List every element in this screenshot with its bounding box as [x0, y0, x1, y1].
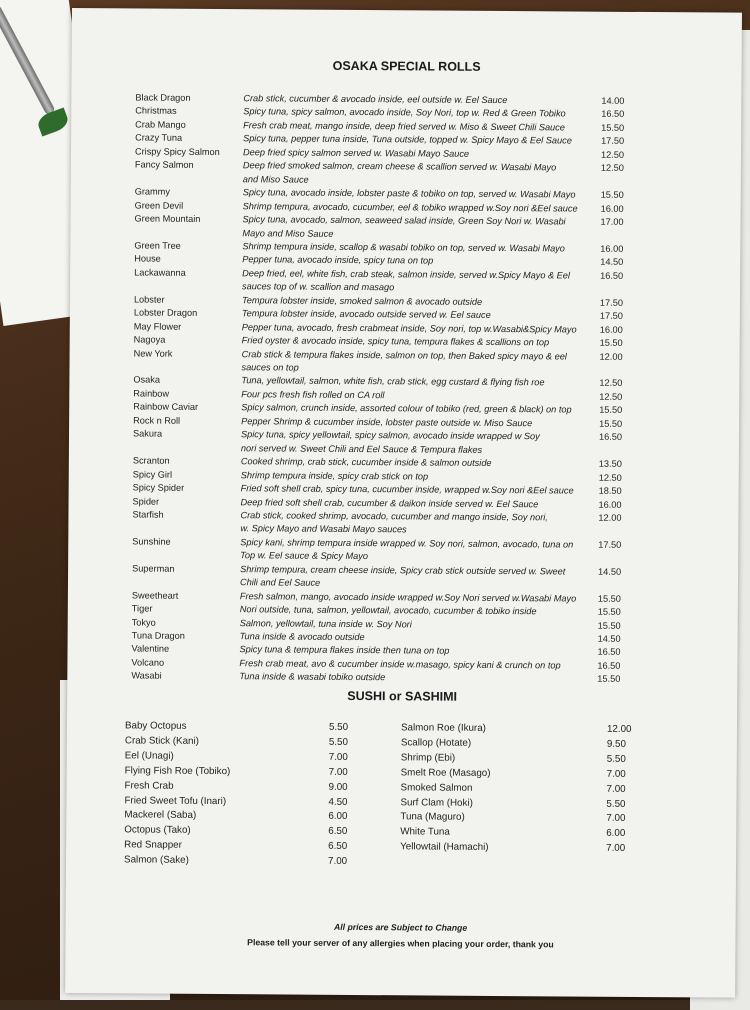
roll-price: 15.50	[597, 606, 621, 617]
roll-description: Tempura lobster inside, avocado outside served w. Eel sauce	[241, 308, 491, 321]
sushi-item-name: Fried Sweet Tofu (Inari)	[124, 794, 227, 807]
sushi-item-name: Mackerel (Saba)	[124, 809, 197, 822]
roll-name: Spider	[132, 495, 160, 507]
roll-price: 14.50	[600, 257, 624, 268]
roll-name: Crispy Spicy Salmon	[134, 146, 220, 157]
roll-description: Spicy tuna, pepper tuna inside, Tuna outside, topped w. Spicy Mayo & Eel Sauce	[243, 133, 572, 146]
sushi-item-price: 7.00	[606, 842, 626, 855]
sushi-item-name: Salmon Roe (Ikura)	[400, 722, 486, 734]
roll-price: 16.50	[598, 431, 623, 443]
roll-description: Deep fried, eel, white fish, crab steak, salmon inside, served w.Spicy Mayo & Eel	[242, 268, 571, 281]
roll-name: Green Mountain	[134, 213, 201, 224]
roll-description: w. Spicy Mayo and Wasabi Mayo sauces	[240, 523, 407, 535]
roll-description: Spicy tuna, spicy salmon, avocado inside, Soy Nori, top w. Red & Green Tobiko	[243, 106, 566, 119]
sushi-item-price: 6.50	[328, 840, 348, 853]
sushi-item-name: Smelt Roe (Masago)	[400, 767, 491, 779]
roll-name: May Flower	[133, 321, 182, 332]
sushi-item-price: 12.00	[606, 723, 632, 735]
sushi-item-name: Scallop (Hotate)	[400, 737, 472, 749]
sushi-item-name: Red Snapper	[124, 839, 182, 851]
roll-price: 15.50	[601, 122, 625, 133]
roll-description: Tempura lobster inside, smoked salmon & avocado outside	[241, 294, 483, 307]
roll-price: 16.50	[597, 647, 621, 658]
sushi-item-price: 6.00	[328, 811, 348, 823]
roll-description: Spicy salmon, crunch inside, assorted colour of tobiko (red, green & black) on top	[241, 402, 572, 415]
roll-description: Fresh crab meat, mango inside, deep fried served w. Miso & Sweet Chili Sauce	[243, 120, 565, 133]
roll-description: Fried oyster & avocado inside, spicy tuna, tempura flakes & scallions on top	[241, 335, 550, 348]
roll-description: Deep fried smoked salmon, cream cheese & scallion served w. Wasabi Mayo	[242, 160, 557, 173]
sushi-item-name: Eel (Unagi)	[124, 750, 174, 762]
sushi-item-price: 7.00	[328, 766, 348, 778]
roll-description: Mayo and Miso Sauce	[242, 227, 334, 239]
roll-description: Fried soft shell crab, spicy tuna, cucumber inside, wrapped w.Soy nori &Eel sauce	[240, 483, 574, 496]
roll-description: Spicy tuna & tempura flakes inside then tuna on top	[239, 644, 450, 657]
roll-description: Pepper tuna, avocado, fresh crabmeat inside, Soy nori, top w.Wasabi&Spicy Mayo	[241, 321, 577, 335]
sushi-item-price: 7.00	[328, 751, 348, 763]
roll-description: Chili and Eel Sauce	[239, 577, 321, 588]
sushi-item-price: 7.00	[606, 768, 626, 780]
roll-description: Spicy tuna, spicy yellowtail, spicy salmon, avocado inside wrapped w Soy	[240, 429, 540, 442]
sushi-item-name: White Tuna	[400, 826, 450, 838]
roll-price: 14.50	[598, 566, 622, 577]
roll-price: 16.00	[600, 203, 624, 214]
roll-description: Top w. Eel sauce & Spicy Mayo	[240, 550, 369, 562]
roll-price: 12.50	[598, 472, 622, 483]
roll-name: Green Devil	[134, 200, 184, 211]
roll-price: 15.50	[597, 593, 621, 604]
roll-name: Sunshine	[132, 536, 171, 547]
sushi-item-name: Smoked Salmon	[400, 781, 473, 794]
roll-price: 16.00	[598, 499, 622, 510]
sushi-item-price: 7.00	[606, 783, 626, 795]
roll-price: 17.50	[598, 539, 622, 550]
roll-name: Sakura	[132, 428, 163, 439]
roll-price: 16.50	[601, 109, 625, 120]
roll-description: Shrimp tempura inside, spicy crab stick on top	[240, 469, 429, 482]
roll-name: Osaka	[133, 374, 161, 386]
roll-description: Four pcs fresh fish rolled on CA roll	[241, 389, 385, 401]
roll-name: House	[134, 253, 161, 265]
roll-name: Starfish	[132, 509, 164, 520]
roll-price: 17.00	[600, 216, 624, 227]
roll-price: 15.50	[597, 674, 621, 685]
roll-price: 12.50	[600, 162, 624, 174]
menu-page	[65, 8, 742, 998]
sushi-item-name: Salmon (Sake)	[124, 854, 189, 866]
roll-description: Shrimp tempura, cream cheese inside, Spicy crab stick outside served w. Sweet	[240, 563, 566, 577]
roll-description: Tuna, yellowtail, salmon, white fish, crab stick, egg custard & flying fish roe	[241, 375, 545, 388]
roll-price: 12.50	[599, 391, 623, 402]
roll-description: Crab stick, cucumber & avocado inside, eel outside w. Eel Sauce	[243, 93, 508, 106]
sushi-item-price: 5.50	[606, 798, 626, 810]
roll-price: 15.50	[599, 405, 623, 416]
roll-name: Spicy Girl	[132, 469, 173, 480]
roll-price: 15.50	[600, 189, 624, 200]
roll-description: Salmon, yellowtail, tuna inside w. Soy Nori	[239, 617, 412, 629]
roll-description: Cooked shrimp, crab stick, cucumber inside & salmon outside	[240, 456, 492, 469]
roll-description: Fresh salmon, mango, avocado inside wrapped w.Soy Nori served w.Wasabi Mayo	[239, 590, 577, 604]
roll-name: Rainbow Caviar	[133, 401, 199, 413]
rolls-section-title: OSAKA SPECIAL ROLLS	[332, 58, 481, 74]
roll-description: nori served w. Sweet Chili and Eel Sauce & Tempura flakes	[240, 442, 483, 455]
sushi-item-price: 9.00	[328, 781, 348, 793]
roll-price: 16.50	[600, 270, 624, 281]
sushi-item-name: Shrimp (Ebi)	[400, 752, 456, 764]
sushi-item-name: Tuna (Maguro)	[400, 811, 465, 824]
roll-description: Crab stick & tempura flakes inside, salmon on top, then Baked spicy mayo & eel	[241, 348, 567, 362]
roll-name: Sweetheart	[131, 590, 179, 601]
roll-price: 15.50	[599, 337, 623, 348]
roll-name: Grammy	[134, 186, 170, 197]
roll-name: Christmas	[135, 105, 177, 117]
roll-name: Tuna Dragon	[131, 630, 185, 641]
roll-description: Tuna inside & avocado outside	[239, 631, 365, 643]
roll-name: Lobster	[133, 294, 165, 305]
roll-description: Crab stick, cooked shrimp, avocado, cucumber and mango inside, Soy nori,	[240, 510, 548, 523]
sushi-section-title: SUSHI or SASHIMI	[347, 688, 458, 704]
roll-name: Nagoya	[133, 334, 166, 345]
roll-price: 13.50	[598, 458, 622, 469]
sushi-item-name: Flying Fish Roe (Tobiko)	[124, 765, 231, 777]
sushi-item-price: 5.50	[328, 721, 349, 733]
roll-description: sauces top of w. scallion and masago	[242, 281, 395, 293]
roll-name: Rainbow	[133, 388, 170, 399]
roll-price: 17.50	[599, 297, 623, 308]
roll-description: Fresh crab meat, avo & cucumber inside w.masago, spicy kani & crunch on top	[239, 658, 561, 671]
sushi-item-price: 7.00	[328, 855, 348, 868]
sushi-item-price: 6.50	[328, 826, 348, 838]
roll-price: 17.50	[599, 310, 623, 322]
sushi-item-name: Baby Octopus	[124, 720, 187, 732]
roll-price: 14.50	[597, 633, 621, 644]
roll-name: New York	[133, 347, 173, 359]
roll-price: 15.50	[599, 418, 623, 429]
roll-description: and Miso Sauce	[242, 173, 309, 185]
roll-description: Tuna inside & wasabi tobiko outside	[239, 671, 386, 683]
roll-name: Volcano	[131, 657, 165, 668]
roll-price: 12.00	[598, 512, 622, 523]
roll-name: Crab Mango	[135, 119, 186, 130]
roll-description: Pepper Shrimp & cucumber inside, lobster paste outside w. Miso Sauce	[241, 415, 533, 429]
roll-price: 12.50	[600, 149, 625, 160]
sushi-item-price: 5.50	[328, 736, 348, 748]
roll-name: Scranton	[132, 455, 170, 466]
roll-description: Deep fried soft shell crab, cucumber & daikon inside served w. Eel Sauce	[240, 496, 539, 509]
roll-description: Shrimp tempura, avocado, cucumber, eel & tobiko wrapped w.Soy nori &Eel sauce	[242, 200, 578, 214]
roll-price: 14.00	[601, 95, 625, 106]
roll-name: Black Dragon	[135, 92, 191, 103]
sushi-item-name: Yellowtail (Hamachi)	[400, 841, 489, 854]
roll-price: 17.50	[601, 136, 625, 147]
roll-name: Rock n Roll	[133, 415, 181, 426]
roll-description: Nori outside, tuna, salmon, yellowtail, avocado, cucumber & tobiko inside	[239, 604, 537, 617]
sushi-item-price: 7.00	[606, 813, 626, 825]
roll-description: Pepper tuna, avocado inside, spicy tuna on top	[242, 254, 434, 266]
roll-description: Spicy kani, shrimp tempura inside wrapped w. Soy nori, salmon, avocado, tuna on	[240, 537, 574, 550]
sushi-item-name: Surf Clam (Hoki)	[400, 796, 473, 809]
sushi-item-price: 5.50	[606, 753, 626, 765]
roll-name: Superman	[132, 563, 175, 574]
roll-description: sauces on top	[241, 362, 299, 373]
roll-name: Spicy Spider	[132, 482, 185, 493]
allergy-notice: Please tell your server of any allergies when placing your order, thank you	[247, 937, 554, 950]
roll-price: 15.50	[597, 620, 621, 631]
sushi-item-price: 9.50	[606, 738, 626, 750]
roll-name: Lobster Dragon	[133, 307, 198, 319]
roll-description: Deep fried spicy salmon served w. Wasabi Mayo Sauce	[242, 146, 470, 159]
roll-name: Tokyo	[131, 616, 156, 628]
roll-description: Spicy tuna, avocado inside, lobster paste & tobiko on top, served w. Wasabi Mayo	[242, 187, 576, 200]
roll-name: Lackawanna	[134, 267, 186, 278]
roll-price: 16.00	[599, 324, 623, 335]
sushi-item-price: 4.50	[328, 796, 348, 808]
sushi-item-name: Crab Stick (Kani)	[124, 735, 199, 747]
roll-name: Valentine	[131, 643, 170, 655]
roll-description: Shrimp tempura inside, scallop & wasabi tobiko on top, served w. Wasabi Mayo	[242, 241, 565, 254]
sushi-item-name: Octopus (Tako)	[124, 824, 191, 837]
roll-name: Crazy Tuna	[135, 132, 183, 144]
roll-name: Fancy Salmon	[134, 159, 194, 171]
price-notice: All prices are Subject to Change	[333, 921, 468, 933]
roll-price: 12.00	[599, 351, 623, 362]
roll-description: Spicy tuna, avocado, salmon, seaweed salad inside, Green Soy Nori w. Wasabi	[242, 214, 566, 227]
roll-name: Green Tree	[134, 240, 181, 251]
sushi-item-price: 6.00	[606, 828, 626, 840]
roll-name: Tiger	[131, 603, 153, 614]
roll-price: 18.50	[598, 485, 622, 496]
roll-price: 12.50	[599, 378, 623, 389]
roll-price: 16.50	[597, 660, 621, 671]
sushi-item-name: Fresh Crab	[124, 779, 174, 792]
roll-name: Wasabi	[131, 670, 162, 681]
roll-price: 16.00	[600, 243, 624, 254]
